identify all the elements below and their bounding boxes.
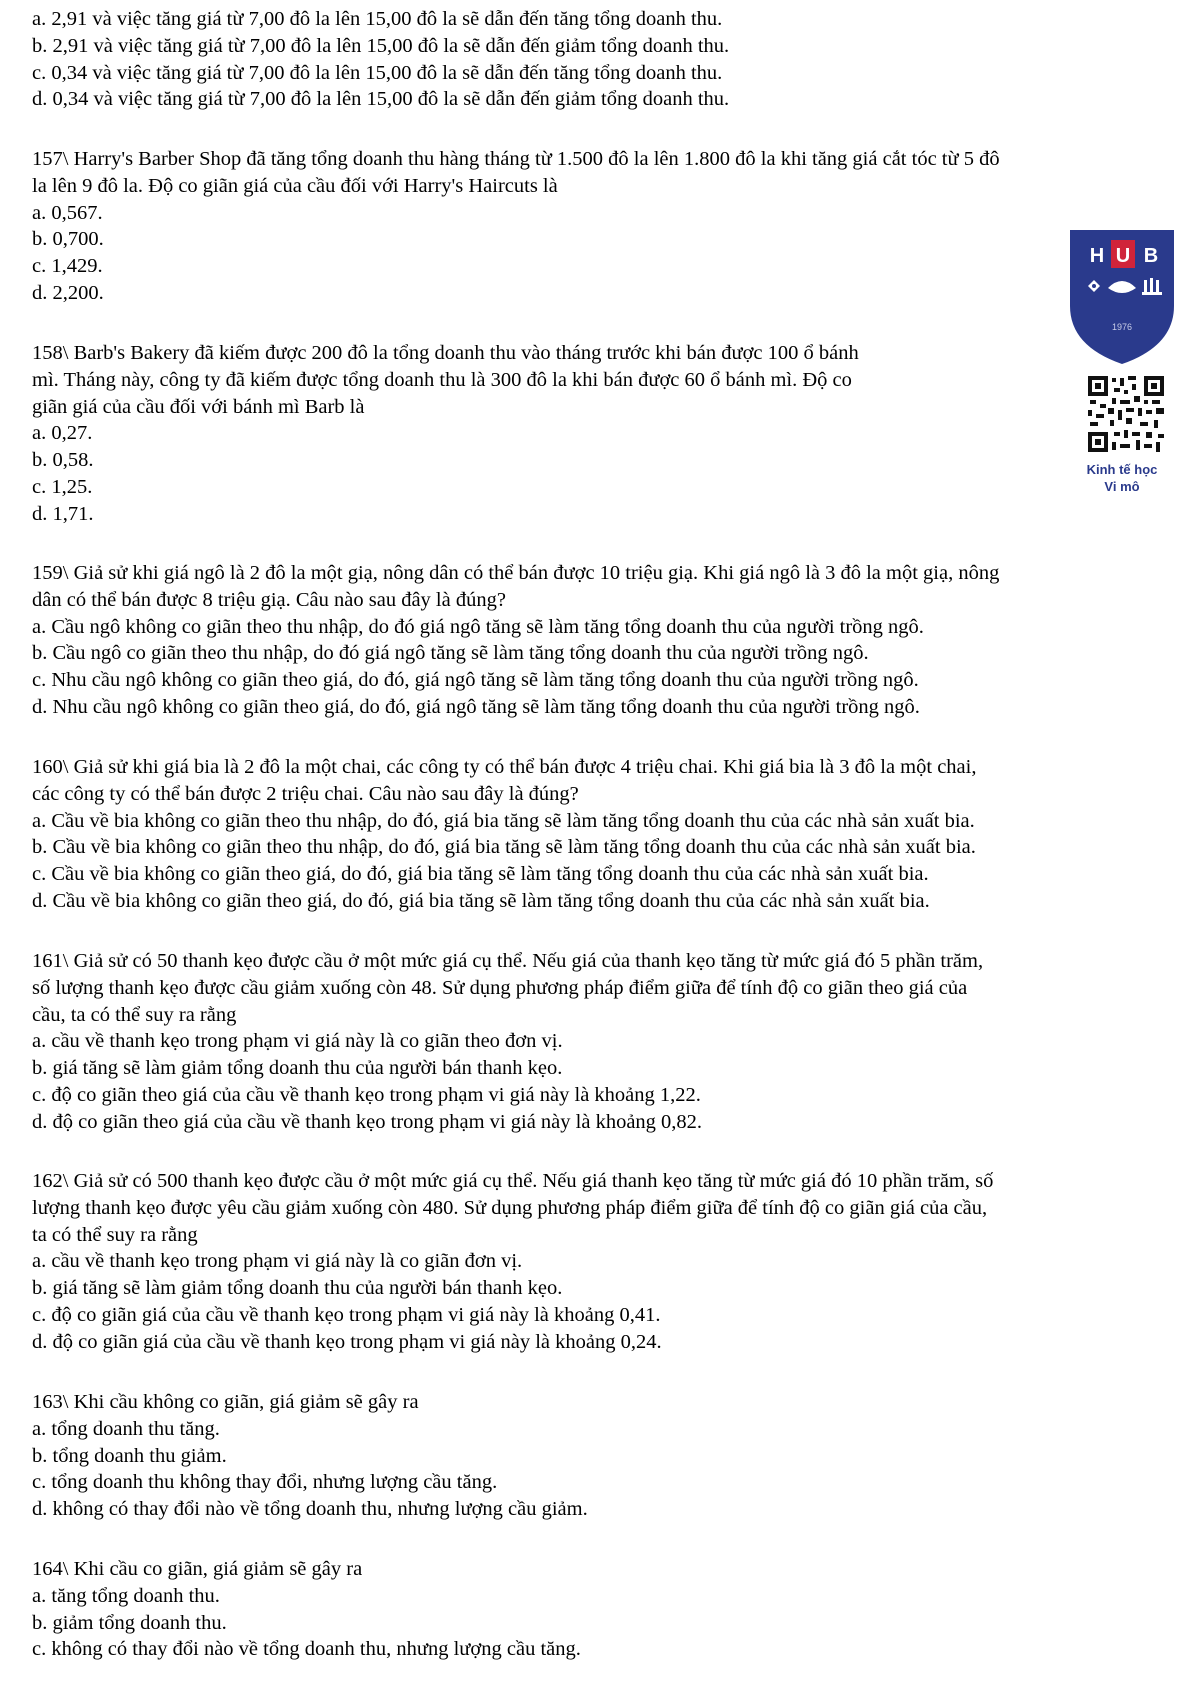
option-d: d. 2,200. — [32, 281, 104, 304]
option-b: b. 0,58. — [32, 449, 94, 472]
option-c: c. độ co giãn theo giá của cầu về thanh kẹo trong phạm vi giá này là khoảng 1,22. — [32, 1083, 701, 1106]
option-a: a. 0,27. — [32, 422, 93, 445]
question-text: mì. Tháng này, công ty đã kiếm được tổng doanh thu là 300 đô la khi bán được 60 ổ bánh mì. Độ co — [32, 368, 852, 391]
option-d: d. 1,71. — [32, 502, 94, 525]
logo-year: 1976 — [1111, 322, 1133, 332]
question-159 — [32, 560, 1167, 721]
question-text: 163\ Khi cầu không co giãn, giá giảm sẽ gây ra — [32, 1391, 419, 1413]
question-text: 164\ Khi cầu co giãn, giá giảm sẽ gây ra — [32, 1558, 363, 1580]
question-text: ta có thể suy ra rằng — [32, 1223, 198, 1246]
option-a: a. 2,91 và việc tăng giá từ 7,00 đô la lên 15,00 đô la sẽ dẫn đến tăng tổng doanh thu. — [32, 8, 723, 30]
option-c: c. không có thay đổi nào về tổng doanh thu, nhưng lượng cầu tăng. — [32, 1638, 581, 1661]
option-b: b. giảm tổng doanh thu. — [32, 1611, 227, 1634]
question-157 — [32, 146, 1167, 307]
question-text: lượng thanh kẹo được yêu cầu giảm xuống còn 480. Sử dụng phương pháp điểm giữa để tính độ co giãn giá của cầu, — [32, 1196, 988, 1219]
option-b: b. Cầu ngô co giãn theo thu nhập, do đó giá ngô tăng sẽ làm tăng tổng doanh thu của người trồng ngô. — [32, 642, 869, 665]
question-text: 162\ Giả sử có 500 thanh kẹo được cầu ở một mức giá cụ thể. Nếu giá thanh kẹo tăng từ mức giá đó 10 phần trăm, số — [32, 1170, 994, 1192]
logo-caption-line2: Vi mô — [1104, 479, 1140, 494]
option-b: b. tổng doanh thu giảm. — [32, 1444, 227, 1467]
question-161 — [32, 948, 1167, 1136]
option-a: a. tổng doanh thu tăng. — [32, 1417, 220, 1440]
question-text: 157\ Harry's Barber Shop đã tăng tổng doanh thu hàng tháng từ 1.500 đô la lên 1.800 đô la khi tăng giá cắt tóc từ 5 đô — [32, 148, 1000, 170]
question-text: 159\ Giả sử khi giá ngô là 2 đô la một giạ, nông dân có thể bán được 10 triệu giạ. Khi giá ngô là 3 đô la một giạ, nông — [32, 562, 1000, 584]
option-d: d. độ co giãn theo giá của cầu về thanh kẹo trong phạm vi giá này là khoảng 0,82. — [32, 1110, 703, 1133]
question-text: 158\ Barb's Bakery đã kiếm được 200 đô la tổng doanh thu vào tháng trước khi bán được 100 ổ bánh — [32, 342, 859, 364]
option-a: a. Cầu về bia không co giãn theo thu nhập, do đó, giá bia tăng sẽ làm tăng tổng doanh thu của các nhà sản xuất bia. — [32, 809, 975, 832]
option-c: c. Nhu cầu ngô không co giãn theo giá, do đó, giá ngô tăng sẽ làm tăng tổng doanh thu của người trồng ngô. — [32, 669, 919, 692]
option-c: c. Cầu về bia không co giãn theo giá, do đó, giá bia tăng sẽ làm tăng tổng doanh thu của các nhà sản xuất bia. — [32, 863, 929, 886]
question-text: 160\ Giả sử khi giá bia là 2 đô la một chai, các công ty có thể bán được 4 triệu chai. Khi giá bia là 3 đô la một chai, — [32, 756, 977, 778]
question-text: các công ty có thể bán được 2 triệu chai. Câu nào sau đây là đúng? — [32, 782, 579, 805]
question-text: số lượng thanh kẹo được cầu giảm xuống còn 48. Sử dụng phương pháp điểm giữa để tính độ co giãn theo giá của — [32, 976, 968, 999]
option-a: a. cầu về thanh kẹo trong phạm vi giá này là co giãn theo đơn vị. — [32, 1030, 563, 1053]
option-b: b. giá tăng sẽ làm giảm tổng doanh thu của người bán thanh kẹo. — [32, 1057, 563, 1080]
logo-letter-b: B — [1143, 245, 1159, 267]
option-c: c. 1,429. — [32, 255, 103, 278]
qr-code-icon — [1086, 374, 1166, 454]
option-c: c. 1,25. — [32, 475, 93, 498]
question-text: la lên 9 đô la. Độ co giãn giá của cầu đối với Harry's Haircuts là — [32, 174, 558, 197]
option-a: a. 0,567. — [32, 201, 103, 224]
option-d: d. Cầu về bia không co giãn theo giá, do đó, giá bia tăng sẽ làm tăng tổng doanh thu của các nhà sản xuất bia. — [32, 889, 930, 912]
option-a: a. cầu về thanh kẹo trong phạm vi giá này là co giãn đơn vị. — [32, 1250, 523, 1273]
option-b: b. 0,700. — [32, 228, 104, 251]
prev-question-options — [32, 6, 1167, 113]
option-a: a. tăng tổng doanh thu. — [32, 1584, 220, 1607]
question-text: 161\ Giả sử có 50 thanh kẹo được cầu ở một mức giá cụ thể. Nếu giá của thanh kẹo tăng từ mức giá đó 5 phần trăm, — [32, 950, 984, 972]
option-b: b. 2,91 và việc tăng giá từ 7,00 đô la lên 15,00 đô la sẽ dẫn đến giảm tổng doanh thu. — [32, 34, 730, 57]
question-158 — [32, 340, 1167, 528]
option-d: d. 0,34 và việc tăng giá từ 7,00 đô la lên 15,00 đô la sẽ dẫn đến giảm tổng doanh thu. — [32, 88, 730, 111]
question-text: cầu, ta có thể suy ra rằng — [32, 1003, 237, 1026]
hub-logo — [1064, 228, 1180, 494]
option-c: c. tổng doanh thu không thay đổi, nhưng lượng cầu tăng. — [32, 1471, 498, 1494]
question-162 — [32, 1168, 1167, 1356]
option-d: d. không có thay đổi nào về tổng doanh thu, nhưng lượng cầu giảm. — [32, 1498, 588, 1521]
question-163 — [32, 1389, 1167, 1523]
option-c: c. 0,34 và việc tăng giá từ 7,00 đô la lên 15,00 đô la sẽ dẫn đến tăng tổng doanh thu. — [32, 61, 723, 84]
logo-caption-line1: Kinh tế học — [1086, 462, 1158, 477]
option-d: d. Nhu cầu ngô không co giãn theo giá, do đó, giá ngô tăng sẽ làm tăng tổng doanh thu của người trồng ngô. — [32, 695, 920, 718]
option-b: b. giá tăng sẽ làm giảm tổng doanh thu của người bán thanh kẹo. — [32, 1277, 563, 1300]
option-c: c. độ co giãn giá của cầu về thanh kẹo trong phạm vi giá này là khoảng 0,41. — [32, 1303, 661, 1326]
question-164 — [32, 1556, 1167, 1663]
option-d: d. độ co giãn giá của cầu về thanh kẹo trong phạm vi giá này là khoảng 0,24. — [32, 1330, 662, 1353]
logo-letter-h: H — [1089, 245, 1105, 267]
option-b: b. Cầu về bia không co giãn theo thu nhập, do đó, giá bia tăng sẽ làm tăng tổng doanh thu của các nhà sản xuất bia. — [32, 836, 976, 859]
option-a: a. Cầu ngô không co giãn theo thu nhập, do đó giá ngô tăng sẽ làm tăng tổng doanh thu của người trồng ngô. — [32, 615, 924, 638]
question-text: giãn giá của cầu đối với bánh mì Barb là — [32, 395, 365, 418]
question-text: dân có thể bán được 8 triệu giạ. Câu nào sau đây là đúng? — [32, 588, 506, 611]
logo-letter-u: U — [1115, 245, 1131, 267]
question-160 — [32, 754, 1167, 915]
